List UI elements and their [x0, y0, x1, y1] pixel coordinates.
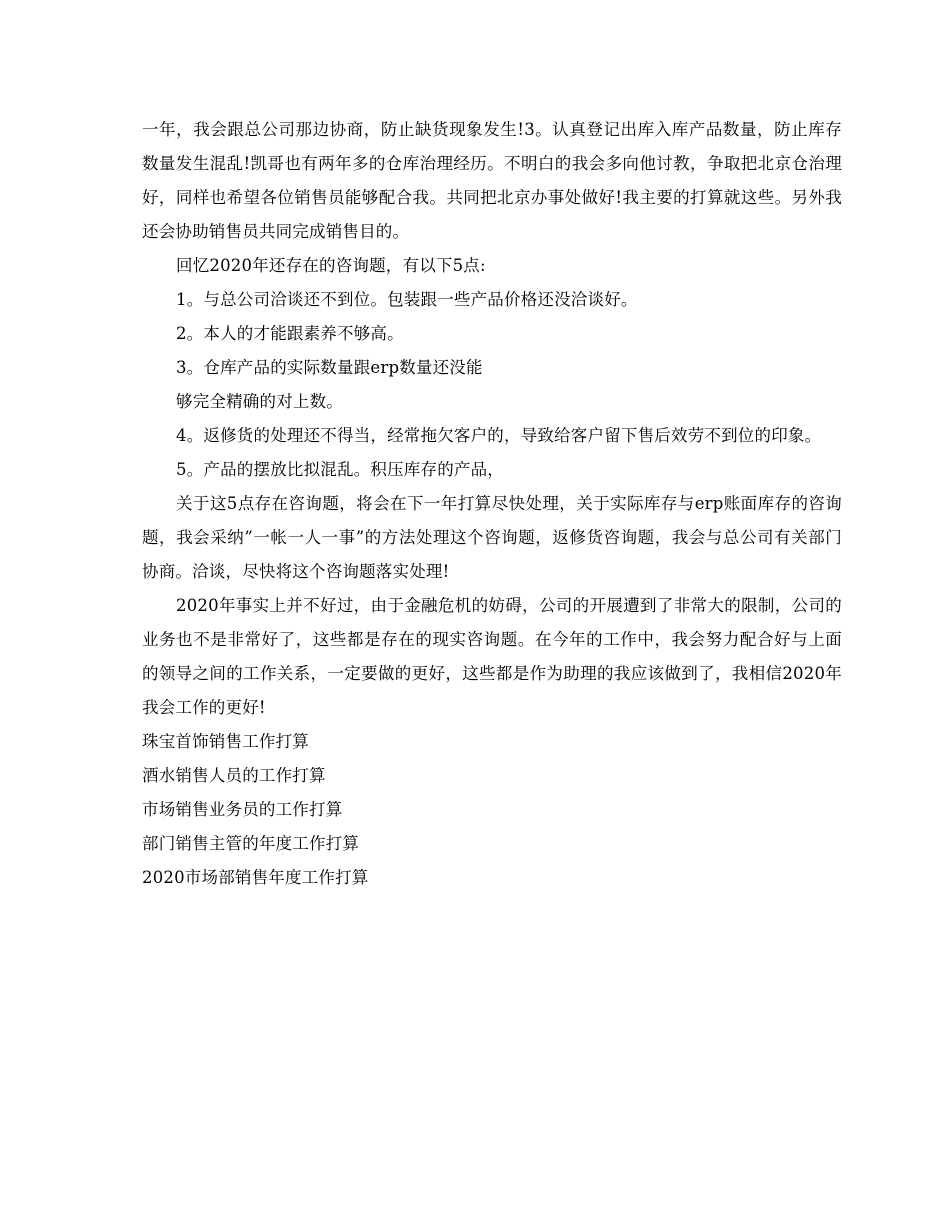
related-link-item[interactable]: 部门销售主管的年度工作打算 — [142, 834, 360, 853]
paragraph-6: 够完全精确的对上数。 — [176, 392, 343, 411]
paragraph-4: 2。本人的才能跟素养不够高。 — [176, 324, 404, 343]
paragraph-7: 4。返修货的处理还不得当，经常拖欠客户的，导致给客户留下售后效劳不到位的印象。 — [176, 426, 822, 445]
paragraph-3: 1。与总公司洽谈还不到位。包装跟一些产品价格还没洽谈好。 — [176, 290, 638, 309]
paragraph-1: 一年，我会跟总公司那边协商，防止缺货现象发生!3。认真登记出库入库产品数量，防止库存数量发生混乱!凯哥也有两年多的仓库治理经历。不明白的我会多向他讨教，争取把北京仓治理好，同样也希望各位销售员能够配合我。共同把北京办事处做好!我主要的打算就这些。另外我还会协助销售员共同完成销售目的。 — [142, 120, 842, 241]
related-link-item[interactable]: 市场销售业务员的工作打算 — [142, 800, 343, 819]
paragraph-9: 关于这5点存在咨询题，将会在下一年打算尽快处理，关于实际库存与erp账面库存的咨询题，我会采纳”一帐一人一事”的方法处理这个咨询题，返修货咨询题，我会与总公司有关部门协商。洽谈，尽快将这个咨询题落实处理! — [142, 494, 842, 581]
related-links-list — [142, 725, 842, 895]
paragraph-8: 5。产品的摆放比拟混乱。积压库存的产品， — [176, 460, 504, 479]
related-link-item[interactable]: 酒水销售人员的工作打算 — [142, 766, 326, 785]
document-body — [142, 113, 842, 895]
paragraph-5: 3。仓库产品的实际数量跟erp数量还没能 — [176, 358, 483, 377]
related-link-item[interactable]: 珠宝首饰销售工作打算 — [142, 732, 309, 751]
paragraph-10: 2020年事实上并不好过，由于金融危机的妨碍，公司的开展遭到了非常大的限制，公司的业务也不是非常好了，这些都是存在的现实咨询题。在今年的工作中，我会努力配合好与上面的领导之间的工作关系，一定要做的更好，这些都是作为助理的我应该做到了，我相信2020年我会工作的更好! — [142, 596, 842, 717]
related-link-item[interactable]: 2020市场部销售年度工作打算 — [142, 868, 369, 887]
paragraph-2: 回忆2020年还存在的咨询题，有以下5点: — [176, 256, 486, 275]
